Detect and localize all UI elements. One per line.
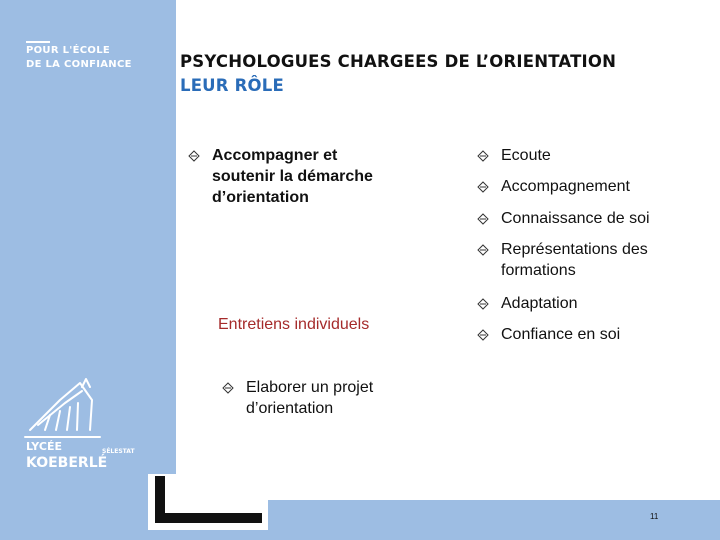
- right-bullet-text: Connaissance de soi: [501, 210, 650, 227]
- school-logo: [20, 375, 170, 475]
- logo-bar: [26, 41, 50, 43]
- left-bullet-text: Accompagner et soutenir la démarche d’orientation: [212, 147, 373, 206]
- diamond-outline-icon: [477, 329, 489, 341]
- diamond-outline-icon: [188, 150, 200, 162]
- left-bullet: [188, 145, 403, 208]
- right-bullet: [477, 239, 677, 281]
- slide-title: [180, 50, 616, 98]
- bottom-bullet: [222, 377, 412, 419]
- diamond-outline-icon: [477, 213, 489, 225]
- right-bullet-text: Représentations des formations: [501, 241, 648, 279]
- diamond-outline-icon: [477, 181, 489, 193]
- right-bullet: [477, 324, 707, 345]
- school-name-2: KOEBERLÉ: [26, 455, 108, 471]
- right-bullet-text: Adaptation: [501, 295, 578, 312]
- right-bullet-text: Accompagnement: [501, 178, 630, 195]
- page-number: 11: [650, 512, 659, 521]
- right-bullet-text: Ecoute: [501, 147, 551, 164]
- diamond-outline-icon: [477, 298, 489, 310]
- diamond-outline-icon: [477, 244, 489, 256]
- right-bullet: [477, 293, 707, 314]
- tagline-line-1: POUR L'ÉCOLE: [26, 45, 111, 56]
- school-city: SÉLESTAT: [102, 448, 135, 455]
- right-bullet: [477, 176, 707, 197]
- diamond-outline-icon: [222, 382, 234, 394]
- bottom-bullet-text: Elaborer un projet d’orientation: [246, 379, 374, 417]
- red-label: Entretiens individuels: [218, 316, 370, 333]
- right-bullet: [477, 208, 707, 229]
- title-sub: LEUR RÔLE: [180, 76, 284, 95]
- right-bullet: [477, 145, 707, 166]
- right-bullet-text: Confiance en soi: [501, 326, 621, 343]
- title-main: PSYCHOLOGUES CHARGEES DE L’ORIENTATION: [180, 52, 617, 71]
- diamond-outline-icon: [477, 150, 489, 162]
- school-name-1: LYCÉE: [26, 440, 62, 453]
- ministry-tagline: [26, 44, 132, 72]
- corner-mark: [148, 474, 268, 530]
- tagline-line-2: DE LA CONFIANCE: [26, 59, 132, 70]
